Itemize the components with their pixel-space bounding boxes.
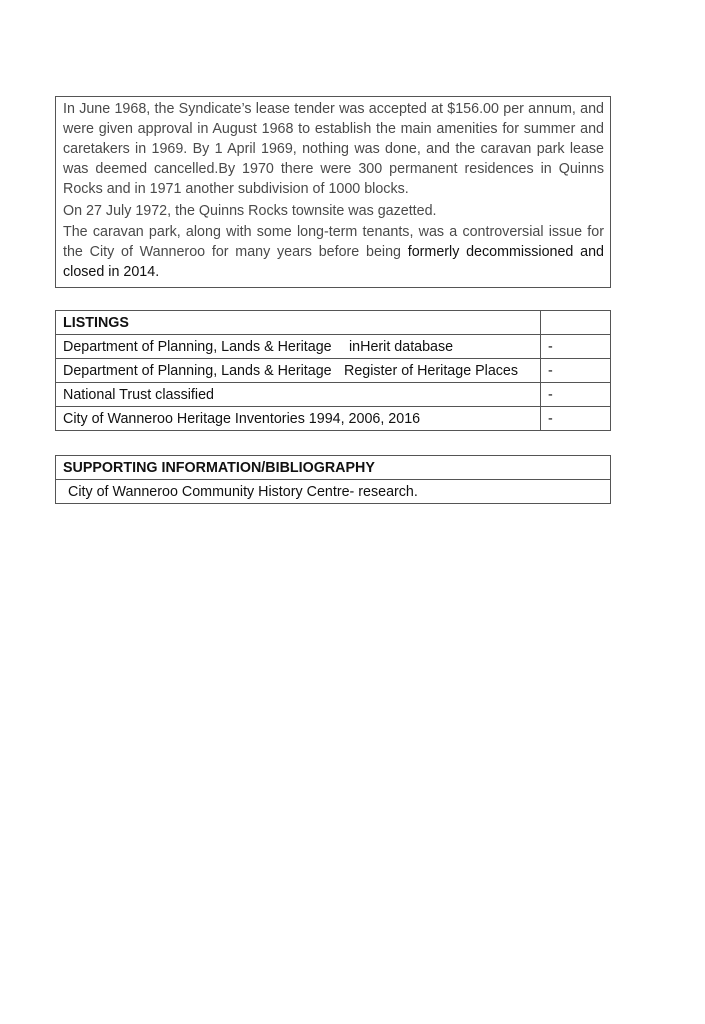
- listings-header: LISTINGS: [56, 311, 541, 335]
- listing-source: City of Wanneroo Heritage Inventories 1994, 2006, 2016: [63, 410, 421, 427]
- listing-source-cell: [56, 359, 541, 383]
- table-row: [56, 407, 611, 431]
- listing-source: Department of Planning, Lands & Heritage: [63, 362, 332, 379]
- table-row: [56, 480, 611, 504]
- listing-value: -: [541, 407, 611, 431]
- history-paragraph-3-end: formerly decommissioned and closed in 2014.: [63, 244, 604, 280]
- listing-source-cell: [56, 335, 541, 359]
- history-paragraph-3: [63, 222, 604, 282]
- supporting-info-table: [55, 455, 611, 504]
- listing-value: -: [541, 383, 611, 407]
- table-row: [56, 383, 611, 407]
- listing-source-cell: [56, 407, 541, 431]
- supporting-text: City of Wanneroo Community History Centre- research.: [56, 480, 611, 504]
- history-paragraph-2: On 27 July 1972, the Quinns Rocks townsite was gazetted.: [63, 203, 437, 219]
- table-row: [56, 335, 611, 359]
- table-row: [56, 359, 611, 383]
- history-paragraph-1: In June 1968, the Syndicate’s lease tender was accepted at $156.00 per annum, and were given approval in August 1968 to establish the main amenities for summer and caretakers in 1969. By 1 April 1969, nothing was done, and the caravan park lease was deemed cancelled.By 1970 there were 300 permanent residences in Quinns Rocks and in 1971 another subdivision of 1000 blocks.: [63, 101, 604, 197]
- listing-source: Department of Planning, Lands & Heritage: [63, 338, 332, 355]
- history-paragraph-3-start: The caravan park, along with some long-term tenants, was a controversial issue for the City of Wanneroo for many years before being: [63, 224, 604, 260]
- supporting-header: SUPPORTING INFORMATION/BIBLIOGRAPHY: [56, 456, 611, 480]
- listing-value: -: [541, 359, 611, 383]
- listing-detail: inHerit database: [349, 338, 454, 355]
- listings-header-value-cell: [541, 311, 611, 335]
- listing-source: National Trust classified: [63, 386, 214, 403]
- history-text-box: [55, 96, 611, 288]
- listing-source-cell: [56, 383, 541, 407]
- listings-header-row: [56, 311, 611, 335]
- listing-value: -: [541, 335, 611, 359]
- listing-detail: Register of Heritage Places: [344, 362, 519, 379]
- listings-table: [55, 310, 611, 431]
- supporting-header-row: [56, 456, 611, 480]
